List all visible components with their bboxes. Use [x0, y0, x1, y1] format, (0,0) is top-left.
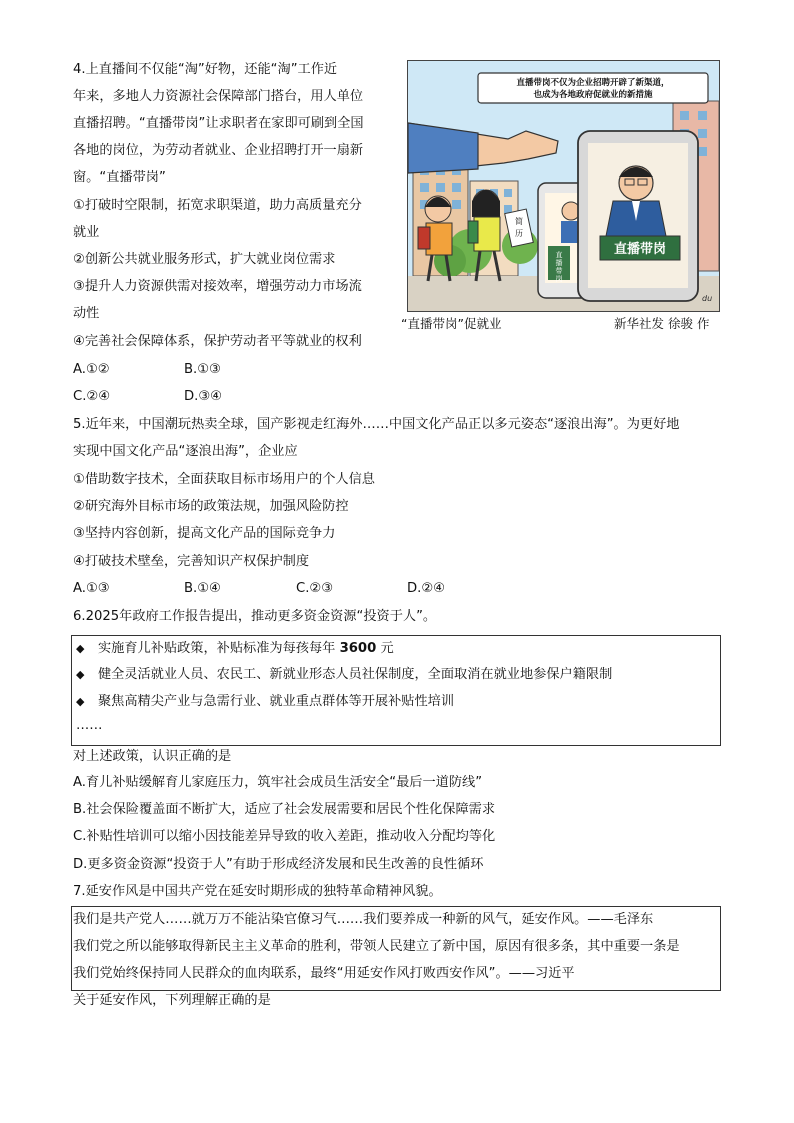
q7-quote-line-1: 我们是共产党人……就万万不能沾染官僚习气……我们要养成一种新的风气，延安作风。——毛泽东	[73, 912, 654, 927]
q6-policy-item-2: ◆ 健全灵活就业人员、农民工、新就业形态人员社保制度，全面取消在就业地参保户籍限制	[76, 665, 612, 685]
q5-line-5: ③坚持内容创新，提高文化产品的国际竞争力	[73, 526, 336, 541]
q6-ellipsis: ……	[76, 718, 103, 733]
q4-line-8: ②创新公共就业服务形式，扩大就业岗位需求	[73, 252, 336, 267]
q5-option-b: B.①④	[184, 581, 221, 596]
q4-option-d: D.③④	[184, 389, 222, 404]
q7-question: 关于延安作风，下列理解正确的是	[73, 993, 271, 1008]
q4-option-b: B.①③	[184, 362, 221, 377]
q6-question: 对上述政策，认识正确的是	[73, 749, 232, 764]
cartoon-illustration	[407, 60, 720, 312]
q4-line-3: 直播招聘。“直播带岗”让求职者在家即可刷到全国	[73, 116, 364, 131]
q4-line-7: 就业	[73, 225, 100, 240]
q4-line-5: 窗。“直播带岗”	[73, 170, 166, 185]
big-phone-label: 直播带岗	[613, 242, 667, 257]
q6-policy-box	[71, 635, 721, 746]
q4-line-11: ④完善社会保障体系，保护劳动者平等就业的权利	[73, 334, 362, 349]
q4-option-c: C.②④	[73, 389, 111, 404]
q4-line-6: ①打破时空限制，拓宽求职渠道，助力高质量充分	[73, 198, 362, 213]
q6-option-d: D.更多资金资源“投资于人”有助于形成经济发展和民生改善的良性循环	[73, 857, 484, 872]
q5-option-d: D.②④	[407, 581, 445, 596]
q5-line-4: ②研究海外目标市场的政策法规，加强风险防控	[73, 499, 349, 514]
cartoon-speech-line-2: 也成为各地政府促就业的新措施	[533, 90, 653, 100]
q6-stem: 6.2025年政府工作报告提出，推动更多资金资源“投资于人”。	[73, 609, 437, 624]
resume-char-1: 简	[515, 217, 523, 226]
diamond-bullet-icon: ◆	[76, 642, 85, 655]
q7-quote-line-3: 我们党始终保持同人民群众的血肉联系，最终“用延安作风打败西安作风”。——习近平	[73, 966, 575, 981]
q5-line-2: 实现中国文化产品“逐浪出海”，企业应	[73, 444, 298, 459]
q5-option-a: A.①③	[73, 581, 110, 596]
small-phone-char-3: 带	[555, 267, 563, 275]
q7-stem: 7.延安作风是中国共产党在延安时期形成的独特革命精神风貌。	[73, 884, 442, 899]
q5-line-1: 5.近年来，中国潮玩热卖全球，国产影视走红海外……中国文化产品正以多元姿态“逐浪出海”。为更好地	[73, 417, 680, 432]
q4-line-2: 年来，多地人力资源社会保障部门搭台，用人单位	[73, 89, 364, 104]
q6-option-c: C.补贴性培训可以缩小因技能差异导致的收入差距，推动收入分配均等化	[73, 829, 496, 844]
q7-quote-box	[71, 906, 721, 991]
q6-option-a: A.育儿补贴缓解育儿家庭压力，筑牢社会成员生活安全“最后一道防线”	[73, 775, 483, 790]
cartoon-drawing	[408, 61, 719, 311]
small-phone-char-4: 岗	[555, 275, 563, 283]
resume-char-2: 历	[515, 229, 523, 238]
q5-option-c: C.②③	[296, 581, 334, 596]
q5-line-3: ①借助数字技术，全面获取目标市场用户的个人信息	[73, 472, 375, 487]
diamond-bullet-icon: ◆	[76, 668, 85, 681]
q4-option-a: A.①②	[73, 362, 110, 377]
diamond-bullet-icon: ◆	[76, 695, 85, 708]
small-phone-char-2: 播	[555, 259, 563, 267]
cartoon-caption-title: “直播带岗”促就业	[401, 316, 502, 331]
q6-option-b: B.社会保险覆盖面不断扩大，适应了社会发展需要和居民个性化保障需求	[73, 802, 496, 817]
q7-quote-line-2: 我们党之所以能够取得新民主主义革命的胜利，带领人民建立了新中国，原因有很多条，其中重要一条是	[73, 939, 680, 954]
small-phone-char-1: 直	[555, 251, 563, 259]
cartoon-caption-credit: 新华社发 徐骏 作	[614, 316, 710, 331]
q6-policy-item-1: ◆ 实施育儿补贴政策，补贴标准为每孩每年 3600 元	[76, 639, 394, 659]
q4-line-1: 4.上直播间不仅能“淘”好物，还能“淘”工作近	[73, 62, 338, 77]
q4-line-4: 各地的岗位，为劳动者就业、企业招聘打开一扇新	[73, 143, 364, 158]
q6-policy-item-3: ◆ 聚焦高精尖产业与急需行业、就业重点群体等开展补贴性培训	[76, 692, 454, 712]
q4-line-9: ③提升人力资源供需对接效率，增强劳动力市场流	[73, 279, 362, 294]
cartoon-speech-line-1: 直播带岗不仅为企业招聘开辟了新渠道，	[516, 78, 670, 88]
q4-line-10: 动性	[73, 306, 100, 321]
q5-line-6: ④打破技术壁垒，完善知识产权保护制度	[73, 554, 310, 569]
cartoon-signature: du	[702, 294, 713, 303]
